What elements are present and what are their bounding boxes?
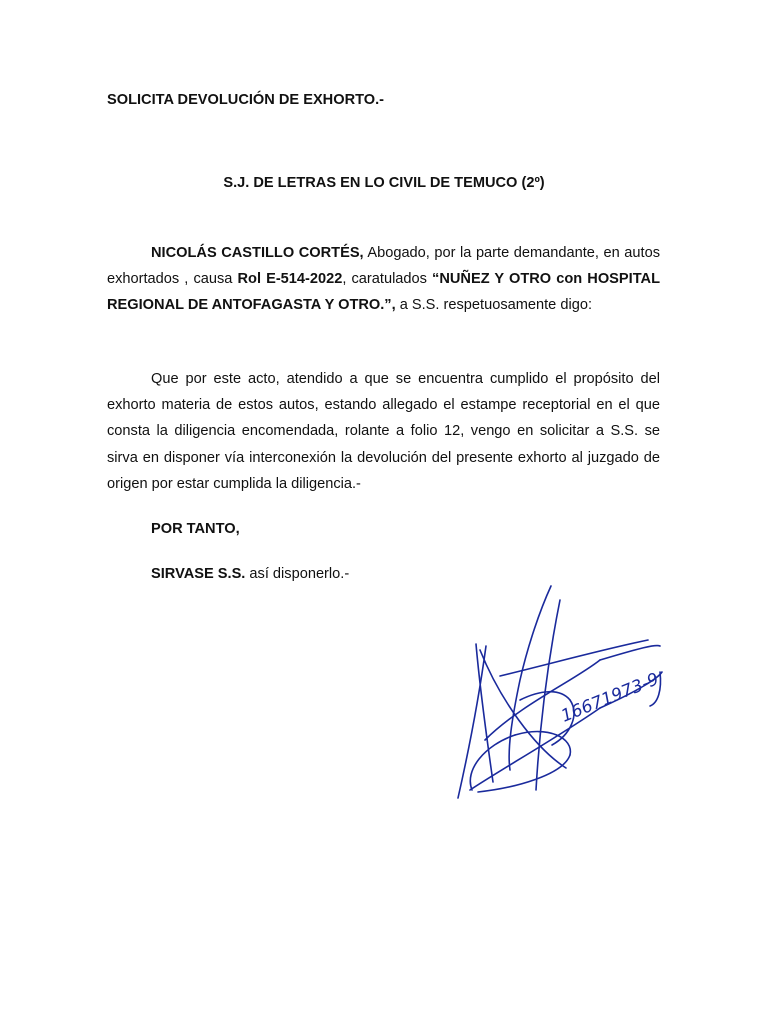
- closing-line: [151, 566, 349, 582]
- intro-paragraph: [107, 240, 660, 319]
- lawyer-name: NICOLÁS CASTILLO CORTÉS,: [151, 245, 364, 261]
- case-caption: “NUÑEZ Y OTRO con HOSPITAL REGIONAL DE ANTOFAGASTA Y OTRO.”,: [107, 271, 660, 314]
- request-text: Que por este acto, atendido a que se encuentra cumplido el propósito del exhorto materia de estos autos, estando allegado el estampe receptorial en el que consta la diligencia encomendada, rolante a folio 12, vengo en solicitar a S.S. se sirva en disponer vía interconexión la devolución del presente exhorto al juzgado de origen por estar cumplida la diligencia.-: [107, 371, 660, 492]
- por-tanto-line: POR TANTO,: [151, 521, 240, 537]
- intro-text-3: a S.S. respetuosamente digo:: [395, 297, 592, 314]
- sirvase-label: SIRVASE S.S.: [151, 566, 246, 582]
- request-paragraph: [107, 366, 660, 497]
- closing-text: así disponerlo.-: [245, 566, 350, 582]
- intro-text-1: Abogado, por la parte demandante, en autos exhortados , causa: [107, 245, 660, 288]
- intro-text-2: , caratulados: [342, 271, 433, 288]
- document-heading: SOLICITA DEVOLUCIÓN DE EXHORTO.-: [107, 92, 385, 108]
- signature-rut: 16671973-9: [558, 669, 662, 727]
- case-number: Rol E-514-2022: [237, 271, 343, 288]
- signature-strokes: [458, 586, 662, 798]
- court-addressee: S.J. DE LETRAS EN LO CIVIL DE TEMUCO (2º): [223, 175, 545, 191]
